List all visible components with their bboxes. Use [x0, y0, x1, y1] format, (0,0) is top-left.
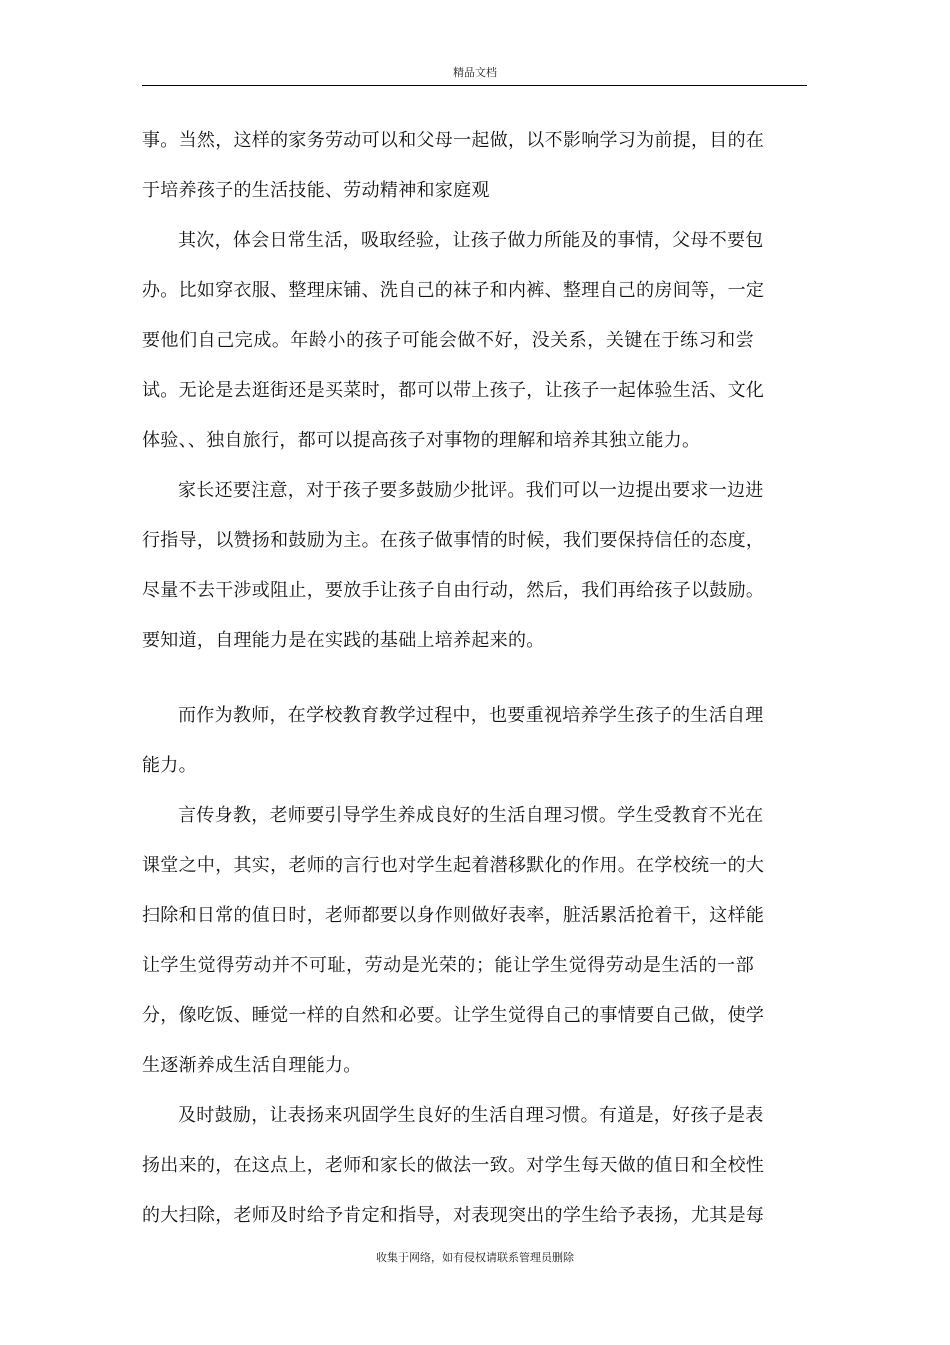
text-line: 分，像吃饭、睡觉一样的自然和必要。让学生觉得自己的事情要自己做，使学	[142, 1005, 765, 1026]
page-header: 精品文档	[453, 66, 497, 79]
text-line: 尽量不去干涉或阻止，要放手让孩子自由行动，然后，我们再给孩子以鼓励。	[142, 580, 765, 601]
text-line: 及时鼓励，让表扬来巩固学生良好的生活自理习惯。有道是，好孩子是表	[178, 1105, 764, 1126]
text-line: 要他们自己完成。年龄小的孩子可能会做不好，没关系，关键在于练习和尝	[142, 330, 754, 351]
text-line: 其次，体会日常生活，吸取经验，让孩子做力所能及的事情，父母不要包	[178, 230, 764, 251]
text-line: 能力。	[142, 755, 197, 776]
text-line: 体验、、独自旅行，都可以提高孩子对事物的理解和培养其独立能力。	[142, 430, 701, 451]
text-line: 让学生觉得劳动并不可耻，劳动是光荣的；能让学生觉得劳动是生活的一部	[142, 955, 754, 976]
document-body	[142, 116, 765, 1241]
text-line: 扬出来的，在这点上，老师和家长的做法一致。对学生每天做的值日和全校性	[142, 1155, 765, 1176]
text-line: 行指导，以赞扬和鼓励为主。在孩子做事情的时候，我们要保持信任的态度，	[142, 530, 765, 551]
text-line: 课堂之中，其实，老师的言行也对学生起着潜移默化的作用。在学校统一的大	[142, 855, 765, 876]
header-divider	[142, 85, 807, 86]
text-line: 事。当然，这样的家务劳动可以和父母一起做，以不影响学习为前提，目的在	[142, 130, 765, 151]
text-line: 于培养孩子的生活技能、劳动精神和家庭观	[142, 180, 490, 201]
page-footer: 收集于网络，如有侵权请联系管理员删除	[376, 1251, 574, 1264]
text-line: 扫除和日常的值日时，老师都要以身作则做好表率，脏活累活抢着干，这样能	[142, 905, 765, 926]
text-line: 而作为教师，在学校教育教学过程中，也要重视培养学生孩子的生活自理	[178, 705, 764, 726]
text-line: 生逐渐养成生活自理能力。	[142, 1055, 362, 1076]
text-line: 的大扫除，老师及时给予肯定和指导，对表现突出的学生给予表扬，尤其是每	[142, 1205, 765, 1226]
text-line: 家长还要注意，对于孩子要多鼓励少批评。我们可以一边提出要求一边进	[178, 480, 764, 501]
text-line: 要知道，自理能力是在实践的基础上培养起来的。	[142, 630, 545, 651]
text-line: 言传身教，老师要引导学生养成良好的生活自理习惯。学生受教育不光在	[178, 805, 764, 826]
paragraph-spacer	[142, 666, 754, 691]
text-line: 办。比如穿衣服、整理床铺、洗自己的袜子和内裤、整理自己的房间等，一定	[142, 280, 765, 301]
text-line: 试。无论是去逛街还是买菜时，都可以带上孩子，让孩子一起体验生活、文化	[142, 380, 765, 401]
